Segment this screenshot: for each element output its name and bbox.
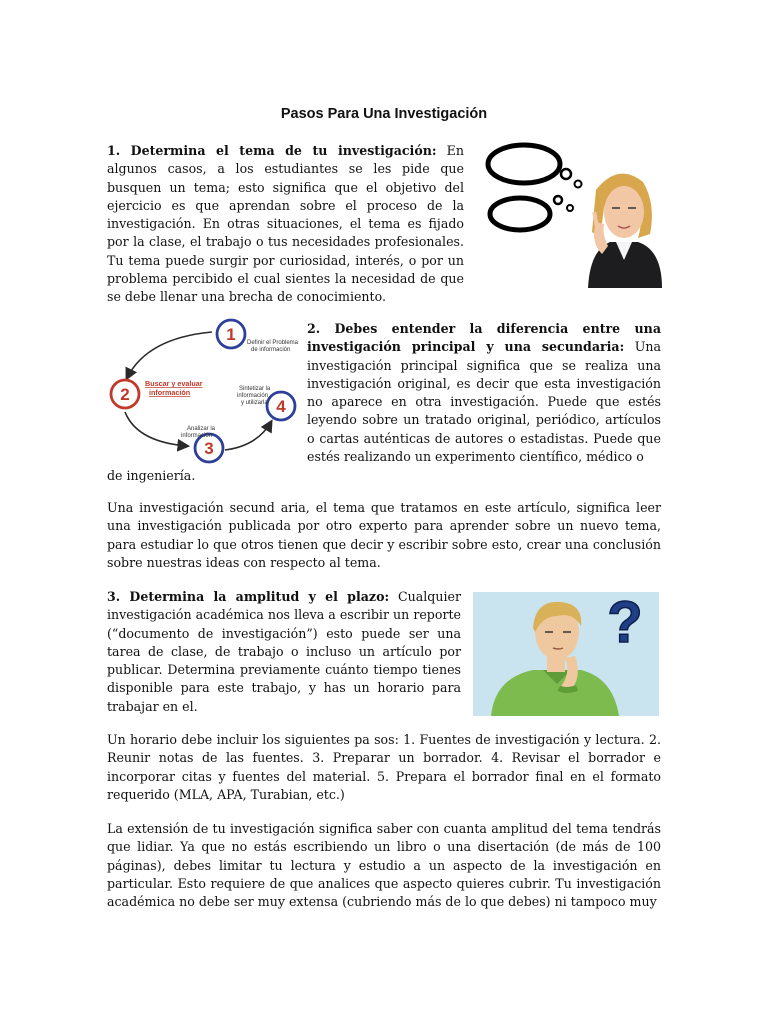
section-2-heading-line-2: investigación principal y una secundaria: bbox=[307, 339, 625, 355]
section-2-tail: de ingeniería. bbox=[107, 468, 196, 483]
step-4-label: Sintetizar la bbox=[239, 386, 271, 392]
section-2-paragraph: 2. Debes entender la diferencia entre una investigación principal y una secundaria: Una investigación principal significa que se realiza una investigación original, es decir que esta investigación no aparece en otra investigación. Puede que estés leyendo sobre un tratado original, periódico, artículos o cartas auténticas de autores o estadistas. Puede que estés realizando un experimento científico, médico o bbox=[307, 321, 661, 465]
document-title: Pasos Para Una Investigación bbox=[280, 106, 488, 122]
section-3-heading: 3. Determina la amplitud y el plazo: bbox=[107, 589, 390, 604]
step-1-number: 1 bbox=[226, 325, 236, 344]
thinking-man-illustration bbox=[473, 592, 659, 716]
section-2-heading: 2. Debes entender la diferencia entre una bbox=[307, 321, 661, 336]
step-2-number: 2 bbox=[120, 385, 130, 404]
step-4-label-b: información bbox=[237, 393, 269, 399]
secondary-research-paragraph: Una investigación secund aria, el tema que tratamos en este artículo, significa leer una investigación publicada por otro experto para aprender sobre un nuevo tema, para estudiar lo que otros tienen que decir y escribir sobre esto, crear una conclusión sobre nuestras ideas con respecto al tema. bbox=[107, 500, 661, 570]
step-1-label: Definir el Problema bbox=[247, 340, 299, 346]
section-1-heading: 1. Determina el tema de tu investigación: bbox=[107, 143, 437, 158]
extension-paragraph: La extensión de tu investigación significa saber con cuanta amplitud del tema tendrás que lidiar. Ya que no estás escribiendo un libro o una disertación (de más de 100 páginas), debes limitar tu lectura y estudio a un aspecto de la investigación en particular. Esto requiere de que analices que aspecto quieres cubrir. Tu investigación académica no debe ser muy extensa (cubriendo más de lo que debes) ni tampoco muy bbox=[107, 821, 661, 910]
step-2-label: Buscar y evaluar bbox=[145, 379, 203, 388]
step-4-label-c: y utilizarla bbox=[241, 400, 268, 406]
schedule-paragraph: Un horario debe incluir los siguientes pa sos: 1. Fuentes de investigación y lectura. 2. Reunir notas de las fuentes. 3. Preparar un borrador. 4. Revisar el borrador e incorporar citas y fuentes del material. 5. Prepara el borrador final en el formato requerido (MLA, APA, Turabian, etc.) bbox=[107, 732, 661, 802]
cycle-arrow bbox=[127, 332, 212, 378]
step-4-number: 4 bbox=[276, 397, 286, 416]
section-3-paragraph: 3. Determina la amplitud y el plazo: Cualquier investigación académica nos lleva a escribir un reporte (“documento de investigación”) esto puede ser una tarea de clase, de trabajo o incluso un artículo por publicar. Determina previamente cuánto tiempo tienes disponible para este trabajo, y has un horario para trabajar en el. bbox=[107, 589, 461, 714]
cycle-arrow bbox=[225, 422, 271, 450]
question-mark-icon: ? bbox=[607, 592, 643, 655]
step-3-number: 3 bbox=[204, 439, 214, 458]
step-2-label-b: información bbox=[149, 388, 191, 397]
step-1-label-b: de información bbox=[251, 347, 291, 353]
section-1-paragraph: 1. Determina el tema de tu investigación: En algunos casos, a los estudiantes se les pide que busquen un tema; esto significa que el objetivo del ejercicio es que aprendan sobre el proceso de la investigación. En otras situaciones, el tema es fijado por la clase, el trabajo o tus necesidades profesionales. Tu tema puede surgir por curiosidad, interés, o por un problema percibido el cual sientes la necesidad de que se debe llenar una brecha de conocimiento. bbox=[107, 143, 464, 305]
research-cycle-diagram bbox=[107, 316, 303, 468]
step-3-label-b: información bbox=[181, 433, 213, 439]
thinking-woman-illustration bbox=[478, 142, 662, 288]
step-3-label: Analizar la bbox=[187, 426, 216, 432]
cycle-arrow bbox=[125, 412, 187, 446]
